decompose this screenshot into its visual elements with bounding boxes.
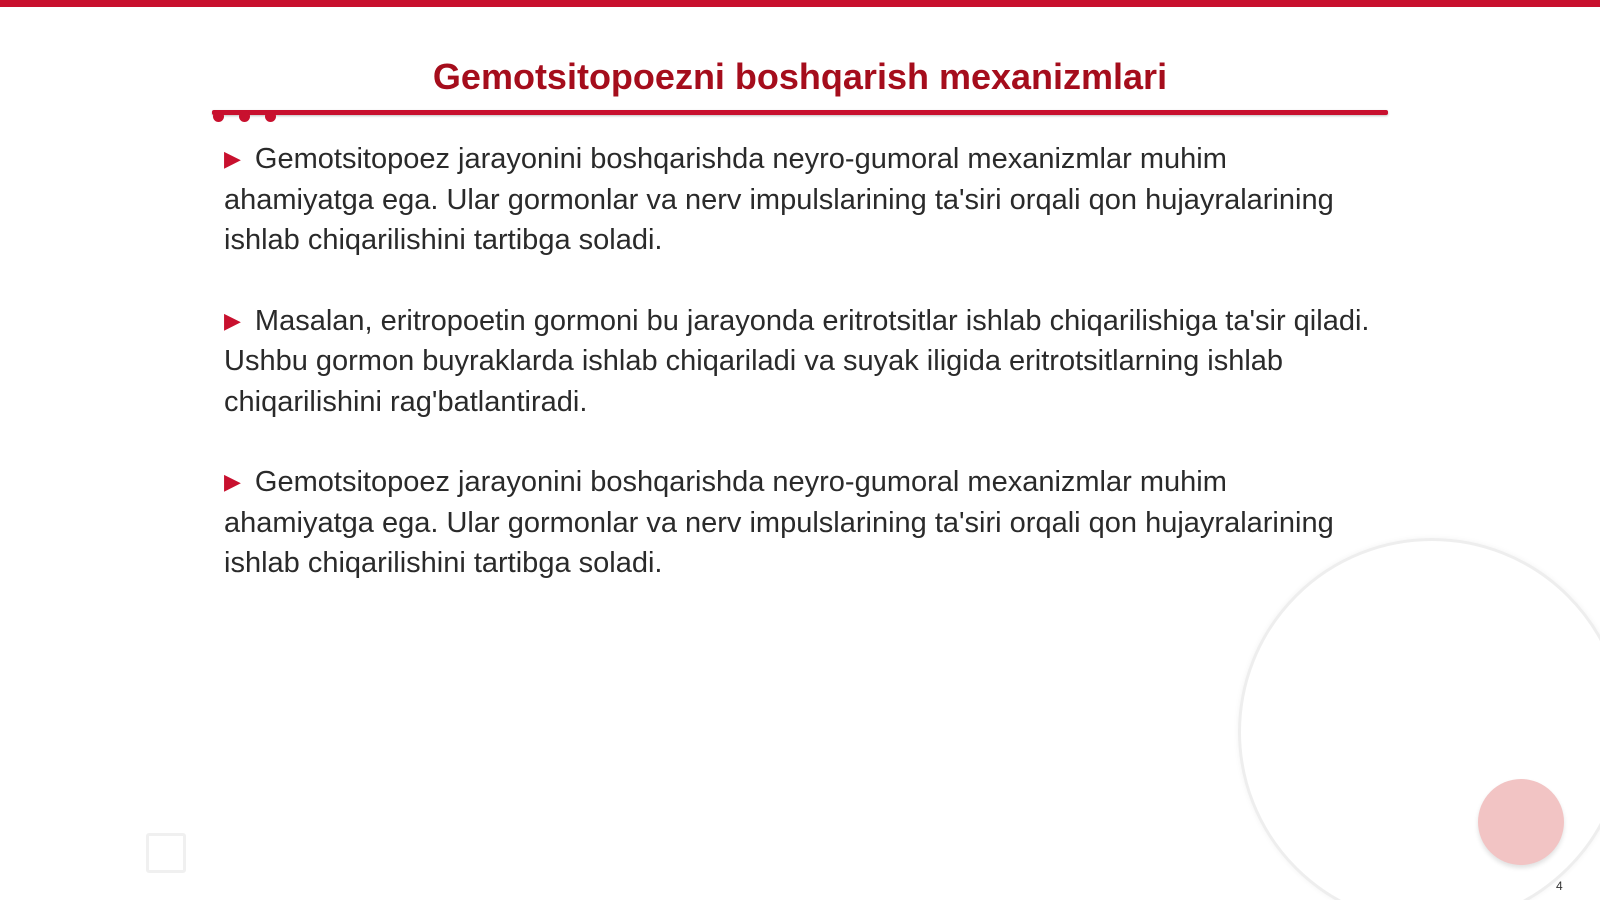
bullet-arrow-icon: ▶: [224, 469, 241, 494]
decorative-square-outline: [146, 833, 186, 873]
page-number: 4: [1556, 879, 1563, 893]
bullet-arrow-icon: ▶: [224, 146, 241, 171]
title-underline: [212, 110, 1388, 115]
decorative-dot: [265, 111, 276, 122]
bullet-item: [224, 301, 1384, 423]
decorative-dot: [213, 111, 224, 122]
decorative-dot: [239, 111, 250, 122]
bullet-text: Gemotsitopoez jarayonini boshqarishda neyro-gumoral mexanizmlar muhim ahamiyatga ega. Ular gormonlar va nerv impulslarining ta'siri orqali qon hujayralarining ishlab chiqarilishini tartibga soladi.: [224, 143, 1334, 256]
bullet-text: Masalan, eritropoetin gormoni bu jarayonda eritrotsitlar ishlab chiqarilishiga ta'sir qiladi. Ushbu gormon buyraklarda ishlab chiqariladi va suyak iligida eritrotsitlarning ishlab chiqarilishini rag'batlantiradi.: [224, 304, 1370, 418]
bullet-item: [224, 139, 1384, 261]
decorative-pink-circle: [1478, 779, 1564, 865]
bullet-arrow-icon: ▶: [224, 307, 241, 333]
slide-title: Gemotsitopoezni boshqarish mexanizmlari: [432, 56, 1168, 97]
bullet-item: [224, 462, 1384, 584]
bullet-text: Gemotsitopoez jarayonini boshqarishda neyro-gumoral mexanizmlar muhim ahamiyatga ega. Ular gormonlar va nerv impulslarining ta'siri orqali qon hujayralarining ishlab chiqarilishini tartibga soladi.: [224, 466, 1334, 579]
top-accent-bar: [0, 0, 1600, 7]
bullet-list: [224, 139, 1384, 624]
